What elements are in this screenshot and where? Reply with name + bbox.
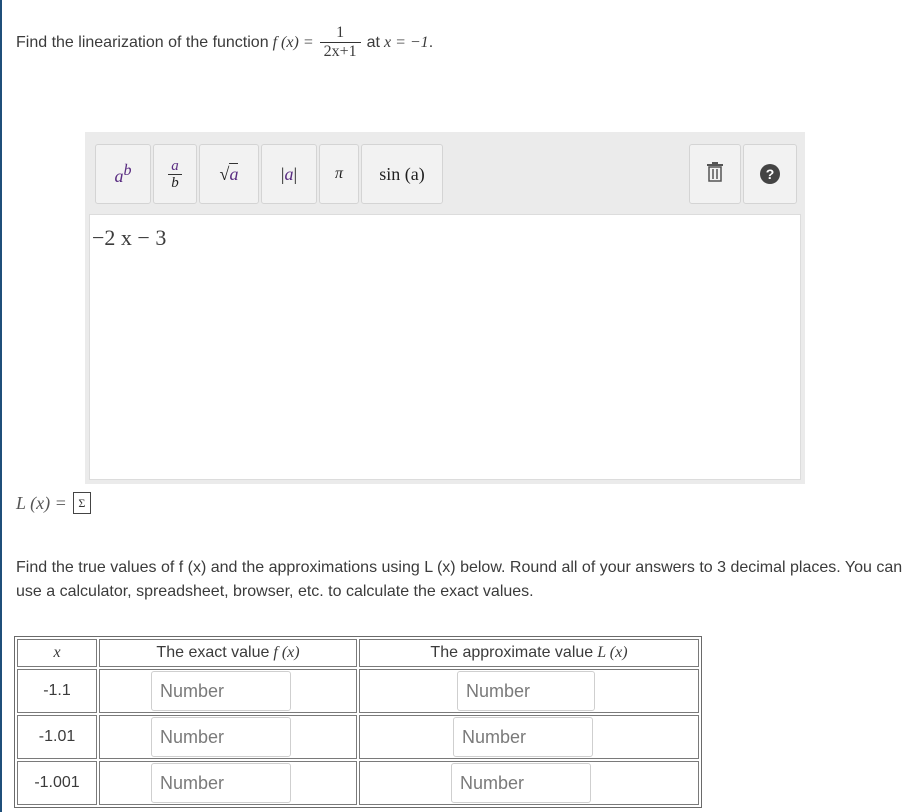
trash-icon — [705, 161, 725, 188]
pi-icon: π — [334, 165, 343, 182]
sin-icon: sin (a) — [379, 163, 425, 184]
x-value: -1.01 — [38, 728, 76, 745]
header-approx-label: The approximate value — [430, 644, 594, 661]
question-suffix: . — [428, 33, 434, 51]
evaluation-point: x = −1 — [383, 33, 429, 51]
sqrt-button[interactable] — [199, 144, 259, 204]
fraction-icon: a b — [168, 158, 182, 191]
question-text — [16, 24, 433, 61]
power-icon: $a^b$ — [114, 161, 132, 186]
function-fraction — [320, 24, 361, 61]
equation-editor-icon[interactable]: Σ — [73, 492, 91, 514]
question-prefix: Find the linearization of the function — [16, 33, 269, 51]
header-exact — [99, 639, 357, 667]
fraction-numerator: 1 — [336, 24, 345, 41]
help-icon: ? — [760, 164, 780, 184]
sqrt-icon: √a — [219, 163, 239, 184]
abs-icon: |a| — [280, 163, 298, 184]
header-x — [17, 639, 97, 667]
exact-value-input[interactable] — [151, 671, 291, 711]
math-toolbar — [85, 132, 805, 212]
left-edge-bar — [0, 0, 2, 812]
linearization-label-text: L (x) = — [16, 492, 67, 513]
exact-value-input[interactable] — [151, 717, 291, 757]
approx-value-input[interactable] — [453, 717, 593, 757]
table-row-x — [17, 715, 97, 759]
sin-button[interactable] — [361, 144, 443, 204]
power-button[interactable] — [95, 144, 151, 204]
table-row-x — [17, 669, 97, 713]
fraction-denominator: 2x+1 — [320, 42, 361, 61]
fraction-button[interactable] — [153, 144, 197, 204]
math-input-area[interactable] — [89, 214, 801, 480]
approx-value-input[interactable] — [451, 763, 591, 803]
header-exact-label: The exact value — [156, 644, 270, 661]
abs-button[interactable] — [261, 144, 317, 204]
table-row-x — [17, 761, 97, 805]
x-value: -1.1 — [43, 682, 71, 699]
instructions-text: Find the true values of f (x) and the approximations using L (x) below. Round all of your answers to 3 decimal places. You can use a calculator, spreadsheet, browser, etc. to calculate the exact values. — [16, 559, 903, 600]
clear-button[interactable] — [689, 144, 741, 204]
values-table — [14, 636, 702, 808]
help-button[interactable] — [743, 144, 797, 204]
at-text: at — [366, 33, 380, 51]
header-approx — [359, 639, 699, 667]
math-editor — [85, 132, 805, 484]
function-name: f (x) = — [272, 33, 314, 51]
linearization-label — [16, 492, 91, 514]
approx-value-input[interactable] — [457, 671, 595, 711]
exact-value-input[interactable] — [151, 763, 291, 803]
header-approx-func: L (x) — [597, 644, 628, 661]
x-value: -1.001 — [34, 774, 80, 791]
math-expression: −2 x − 3 — [92, 225, 167, 250]
pi-button[interactable] — [319, 144, 359, 204]
header-x-label: x — [53, 644, 61, 661]
header-exact-func: f (x) — [273, 644, 300, 661]
